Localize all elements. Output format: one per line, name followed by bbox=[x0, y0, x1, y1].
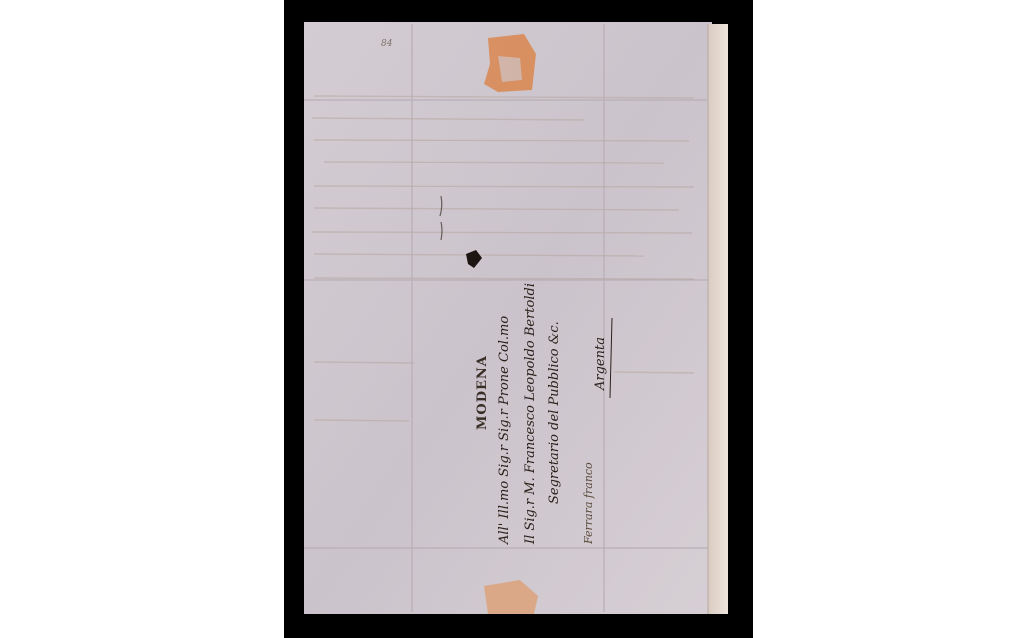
paper-edge bbox=[708, 24, 728, 614]
letter-scan bbox=[284, 0, 753, 638]
svg-text:84: 84 bbox=[381, 39, 393, 49]
address-line-1: All' Ill.mo Sig.r Sig.r Prone Col.mo bbox=[497, 315, 512, 544]
address-line-3: Segretario del Pubblico &c. bbox=[547, 321, 562, 504]
postmark-stamp: MODENA bbox=[475, 355, 490, 430]
sender-note: Ferrara franco bbox=[582, 462, 595, 544]
destination: Argenta bbox=[593, 337, 608, 390]
address-line-2: Il Sig.r M. Francesco Leopoldo Bertoldi bbox=[523, 283, 538, 544]
